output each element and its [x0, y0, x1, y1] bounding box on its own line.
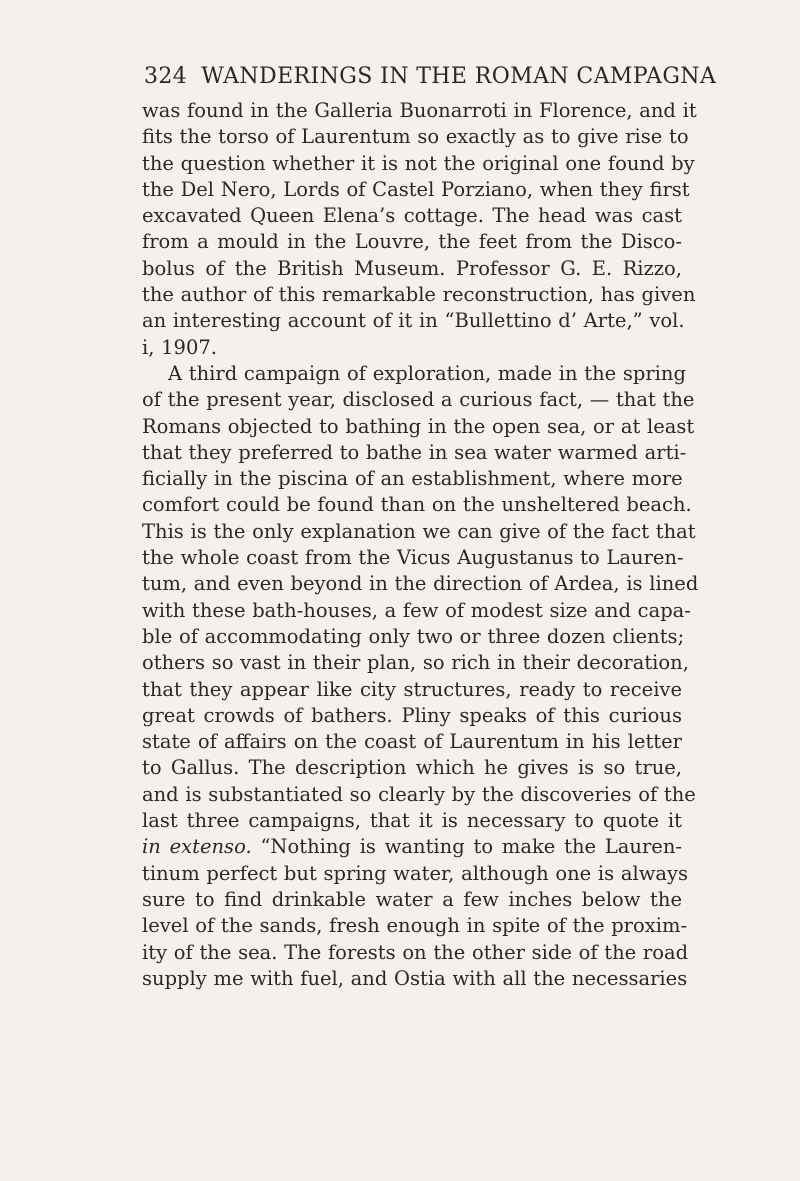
- text-line: supply me with fuel, and Ostia with all the necessaries: [142, 966, 688, 990]
- text-line: last three campaigns, that it is necessary to quote it: [142, 809, 682, 833]
- text-line: i, 1907.: [142, 335, 217, 359]
- text-line: an interesting account of it in “Bullettino d’ Arte,” vol.: [142, 309, 685, 333]
- text-line: that they preferred to bathe in sea water warmed arti-: [142, 440, 687, 464]
- text-run: “Nothing is wanting to make the Lauren-: [251, 835, 682, 859]
- text-line: tum, and even beyond in the direction of Ardea, is lined: [142, 572, 699, 596]
- running-head: [144, 64, 717, 89]
- text-line: tinum perfect but spring water, although one is always: [142, 861, 689, 885]
- text-line: the question whether it is not the original one found by: [142, 151, 695, 175]
- text-line: was found in the Galleria Buonarroti in Florence, and it: [142, 99, 697, 122]
- text-line: Romans objected to bathing in the open sea, or at least: [142, 414, 695, 438]
- text-line: state of affairs on the coast of Laurentum in his letter: [142, 730, 682, 754]
- text-line: bolus of the British Museum. Professor G. E. Rizzo,: [142, 256, 682, 280]
- text-line: to Gallus. The description which he gives is so true,: [142, 756, 682, 780]
- text-line: others so vast in their plan, so rich in their decoration,: [142, 651, 689, 675]
- text-line: ity of the sea. The forests on the other side of the road: [142, 940, 689, 964]
- text-line: ficially in the piscina of an establishment, where more: [142, 467, 683, 491]
- text-line: the whole coast from the Vicus Augustanus to Lauren-: [142, 546, 684, 570]
- text-line: of the present year, disclosed a curious fact, — that the: [142, 388, 695, 412]
- text-line: ble of accommodating only two or three dozen clients;: [142, 624, 685, 648]
- text-line: from a mould in the Louvre, the feet from the Disco-: [142, 230, 682, 254]
- italic-phrase: in extenso.: [142, 835, 252, 859]
- text-line: that they appear like city structures, ready to receive: [142, 677, 682, 701]
- text-line: fits the torso of Laurentum so exactly as to give rise to: [142, 125, 689, 149]
- text-line: excavated Queen Elena’s cottage. The head was cast: [142, 204, 682, 228]
- text-line: the Del Nero, Lords of Castel Porziano, when they first: [142, 177, 690, 201]
- body-text: [142, 98, 699, 992]
- text-line: and is substantiated so clearly by the discoveries of the: [142, 782, 696, 806]
- text-line: A third campaign of exploration, made in the spring: [168, 361, 686, 385]
- text-line: comfort could be found than on the unsheltered beach.: [142, 493, 692, 517]
- page-number: 324: [144, 64, 188, 89]
- text-line: the author of this remarkable reconstruction, has given: [142, 283, 696, 307]
- text-line: level of the sands, fresh enough in spite of the proxim-: [142, 914, 688, 938]
- running-title: WANDERINGS IN THE ROMAN CAMPAGNA: [201, 64, 717, 89]
- text-line: [142, 834, 682, 860]
- text-line: This is the only explanation we can give of the fact that: [142, 519, 696, 543]
- text-line: great crowds of bathers. Pliny speaks of this curious: [142, 703, 682, 727]
- text-line: with these bath-houses, a few of modest size and capa-: [142, 598, 691, 622]
- text-line: sure to find drinkable water a few inches below the: [142, 887, 682, 911]
